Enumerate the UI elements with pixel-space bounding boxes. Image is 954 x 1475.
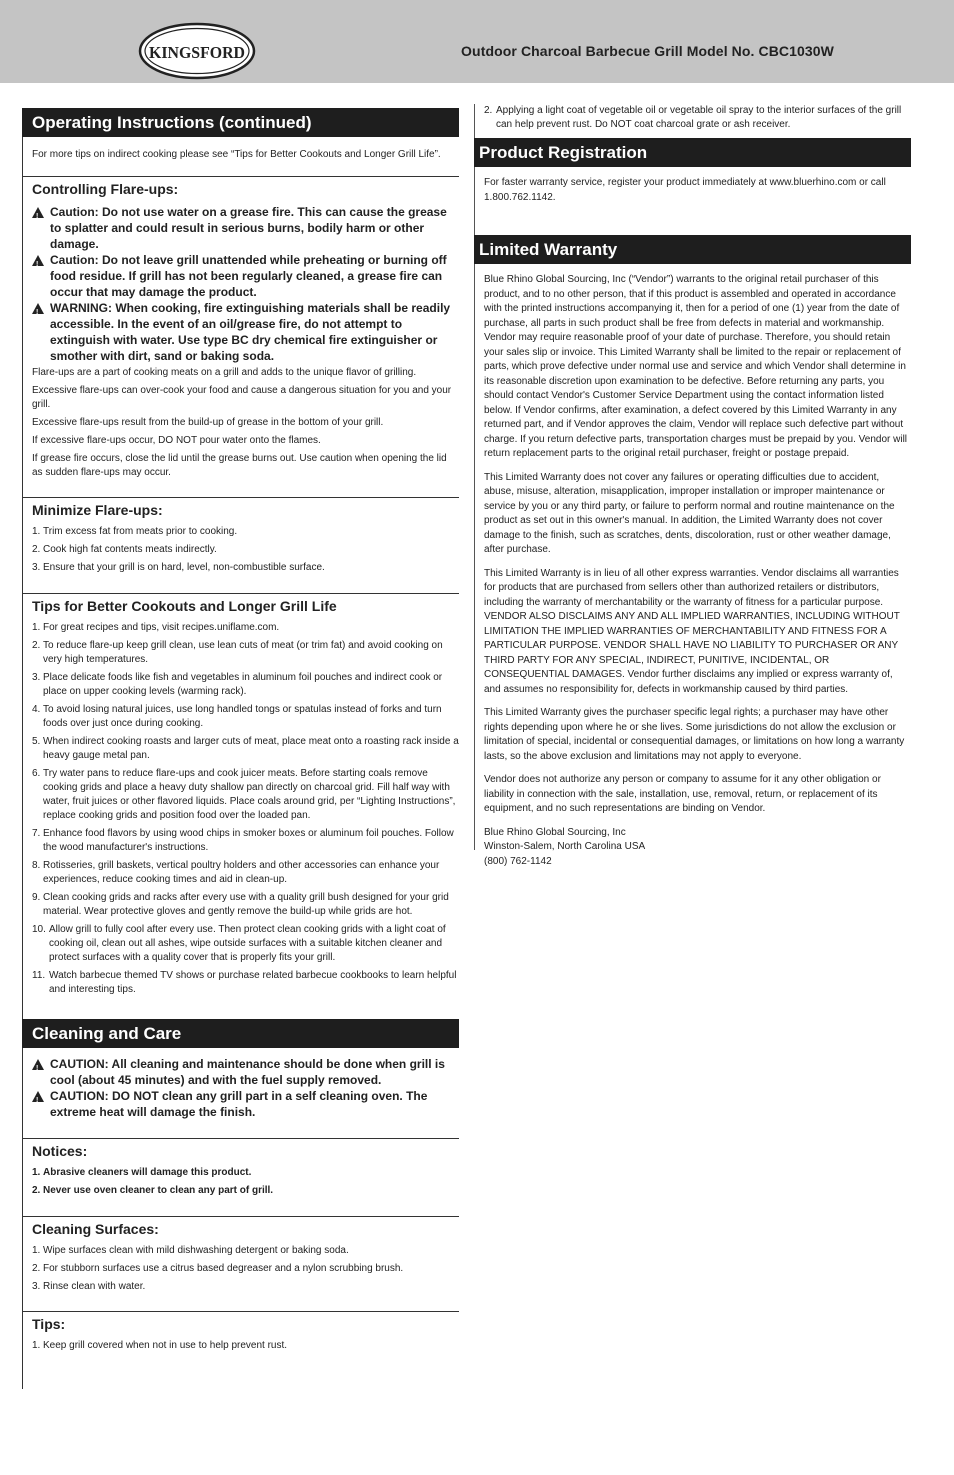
address-line: (800) 762-1142 [484, 855, 552, 867]
warning-icon [32, 1059, 44, 1070]
list-item: 3. Ensure that your grill is on hard, level, non-combustible surface. [32, 562, 325, 573]
section-title: Minimize Flare-ups: [32, 502, 163, 518]
right-column [474, 104, 911, 869]
warning-icon [32, 207, 44, 218]
warning-item: ! WARNING: When cooking, fire extinguishing materials shall be readily accessible. In the event of an oil/grease fire, do not attempt to extinguish with water. Use type BC dry chemical fire extinguisher or smother with dirt, sand or baking soda. [32, 300, 459, 364]
notices-section [22, 1138, 459, 1216]
caution-item: ! CAUTION: All cleaning and maintenance should be done when grill is cool (about 45 minutes) and with the fuel supply removed. [32, 1056, 459, 1088]
svg-text:KINGSFORD: KINGSFORD [149, 43, 245, 62]
section-title: Controlling Flare-ups: [32, 181, 179, 197]
list-item: 11. Watch barbecue themed TV shows or purchase related barbecue cookbooks to learn helpful and interesting tips. [32, 970, 457, 995]
address-line: Winston-Salem, North Carolina USA [484, 841, 646, 852]
list-item: 4. To avoid losing natural juices, use long handled tongs or spatulas instead of forks and turn foods over just once during cooking. [32, 704, 442, 729]
list-item: 1. Trim excess fat from meats prior to cooking. [32, 526, 238, 537]
list-item: 6. Try water pans to reduce flare-ups and cook juicer meats. Before starting coals remove cooking grids and place a heavy duty shallow pan directly on charcoal grid. Fill half way with water, fruit juices or other flavored liquids. Place coals around grid, per “Lighting Instructions”, replace cooking grids and position food over the loaded pan. [32, 768, 456, 821]
cleaning-warnings [22, 1048, 459, 1138]
warranty-paragraph: Vendor does not authorize any person or company to assume for it any other obligation or liability in connection with the sale, installation, use, removal, return, or replacement of its equipment, and no such representations are binding on Vendor. [484, 774, 881, 814]
list-item: 1. For great recipes and tips, visit recipes.uniflame.com. [32, 622, 280, 633]
caution-item: ! Caution: Do not leave grill unattended while preheating or burning off food residue. If grill has not been regularly cleaned, a grease fire can occur that may damage the product. [32, 252, 459, 300]
paragraph: If excessive flare-ups occur, DO NOT pour water onto the flames. [32, 435, 321, 446]
warning-icon [32, 303, 44, 314]
cleaning-tips-section [22, 1311, 459, 1353]
warranty-paragraph: This Limited Warranty gives the purchaser specific legal rights; a purchaser may have other rights depending upon where he or she lives. Some jurisdictions do not allow the exclusion or limitation of special, incidental or consequential damages, or limitations on how long a warranty lasts, so the above exclusion and limitations may not apply to everyone. [484, 707, 905, 762]
registration-text: For faster warranty service, register your product immediately at www.bluerhino.com or call 1.800.762.1142. [484, 177, 886, 203]
operating-instructions-heading: Operating Instructions (continued) [22, 108, 459, 137]
controlling-flareups-section [22, 176, 459, 497]
caution-item: ! CAUTION: DO NOT clean any grill part in a self cleaning oven. The extreme heat will damage the finish. [32, 1088, 459, 1120]
left-column [22, 108, 459, 1357]
list-item: 1. Wipe surfaces clean with mild dishwashing detergent or baking soda. [32, 1245, 349, 1256]
warning-icon [32, 1091, 44, 1102]
list-item: 5. When indirect cooking roasts and larger cuts of meat, place meat onto a roasting rack inside a heavy gauge metal pan. [32, 736, 459, 761]
list-item: 3. Rinse clean with water. [32, 1281, 146, 1292]
warranty-paragraph: Blue Rhino Global Sourcing, Inc (“Vendor”) warrants to the original retail purchaser of this product, and to no other person, that if this product is assembled and operated in accordance with the printed instructions accompanying it, then for a period of one (1) year from the date of purchase, all parts in such product shall be free from defects in material and workmanship. Vendor may require reasonable proof of your date of purchase. Therefore, you should retain your sales slip or invoice. This Limited Warranty shall be limited to the repair or replacement of parts, which prove defective under normal use and service and which Vendor shall determine in its reasonable discretion upon examination to be defective. Before returning any parts, you should contact Vendor's Customer Service Department using the contact information listed below. If Vendor confirms, after examination, a defect covered by this Limited Warranty in any returned part, and if Vendor approves the claim, Vendor will replace such defective part without charge. If you return defective parts, transportation charges must be prepaid by you. Vendor will return replacement parts to the original retail purchaser, freight or postage prepaid. [484, 274, 908, 459]
address-line: Blue Rhino Global Sourcing, Inc [484, 826, 626, 838]
list-item: 10. Allow grill to fully cool after every use. Then protect clean cooking grids with a light coat of cooking oil, clean out all ashes, wipe outside surfaces with a suitable kitchen cleaner and protect surfaces with a quality cover that is properly fits your grill. [32, 924, 446, 963]
product-registration-heading: Product Registration [474, 138, 911, 167]
list-item: 2. For stubborn surfaces use a citrus based degreaser and a nylon scrubbing brush. [32, 1263, 404, 1274]
list-item: 2. Never use oven cleaner to clean any part of grill. [32, 1185, 274, 1196]
cleaning-surfaces-section [22, 1216, 459, 1311]
page-header [0, 0, 954, 83]
warranty-paragraph: This Limited Warranty does not cover any failures or operating difficulties due to accident, abuse, misuse, alteration, misapplication, improper installation or improper maintenance or service by you or any third party, or failure to perform normal and routine maintenance on the product as set out in this owner's manual. In addition, the Limited Warranty does not cover damage to the finish, such as scratches, dents, discoloration, rust or other weather damage, after purchase. [484, 471, 895, 555]
warranty-paragraph: This Limited Warranty is in lieu of all other express warranties. Vendor disclaims all warranties for products that are purchased from sellers other than authorized retailers or distributors, including the warranty of merchantability or the warranty of fitness for a particular purpose. VENDOR ALSO DISCLAIMS ANY AND ALL IMPLIED WARRANTIES, INCLUDING WITHOUT LIMITATION THE IMPLIED WARRANTIES OF MERCHANTABILITY AND FITNESS FOR A PARTICULAR PURPOSE. VENDOR SHALL HAVE NO LIABILITY TO PURCHASER OR ANY THIRD PARTY FOR ANY SPECIAL, INDIRECT, PUNITIVE, INCIDENTAL, OR CONSEQUENTIAL DAMAGES. Vendor further disclaims any implied or express warranty of, and assumes no responsibility for, defects in workmanship caused by third parties. [484, 567, 900, 695]
minimize-flareups-section [22, 497, 459, 593]
vendor-address [474, 826, 911, 870]
header-title: Outdoor Charcoal Barbecue Grill Model No. CBC1030W [461, 43, 834, 59]
list-item: 2. Applying a light coat of vegetable oil or vegetable oil spray to the interior surfaces of the grill can help prevent rust. Do NOT coat charcoal grate or ash receiver. [484, 105, 902, 130]
list-item: 2. Cook high fat contents meats indirectly. [32, 544, 217, 555]
section-title: Cleaning Surfaces: [32, 1221, 159, 1237]
list-item: 9. Clean cooking grids and racks after every use with a quality grill bush designed for your grid material. Wear protective gloves and gently remove the build-up while grids are hot. [32, 892, 449, 917]
section-title: Tips for Better Cookouts and Longer Grill Life [32, 598, 337, 614]
section-title: Tips: [32, 1316, 66, 1332]
paragraph: If grease fire occurs, close the lid until the grease burns out. Use caution when opening the lid as sudden flare-ups may occur. [32, 453, 447, 478]
list-item: 3. Place delicate foods like fish and vegetables in aluminum foil pouches and indirect cook or place on upper cooking levels (warming rack). [32, 672, 443, 697]
grill-tips-section [22, 593, 459, 1019]
warning-icon [32, 255, 44, 266]
list-item: 2. To reduce flare-up keep grill clean, use lean cuts of meat (or trim fat) and avoid cooking on very high temperatures. [32, 640, 443, 665]
kingsford-logo [138, 22, 256, 80]
paragraph: Excessive flare-ups result from the build-up of grease in the bottom of your grill. [32, 417, 384, 428]
cleaning-care-heading: Cleaning and Care [22, 1019, 459, 1048]
list-item: 1. Keep grill covered when not in use to help prevent rust. [32, 1340, 288, 1351]
caution-item: ! Caution: Do not use water on a grease fire. This can cause the grease to splatter and could result in serious burns, bodily harm or other damage. [32, 204, 459, 252]
list-item: 7. Enhance food flavors by using wood chips in smoker boxes or aluminum foil pouches. Follow the wood manufacturer's instructions. [32, 828, 454, 853]
list-item: 1. Abrasive cleaners will damage this product. [32, 1167, 252, 1178]
limited-warranty-heading: Limited Warranty [474, 235, 911, 264]
section-title: Notices: [32, 1143, 88, 1159]
paragraph: Flare-ups are a part of cooking meats on a grill and adds to the unique flavor of grilling. [32, 367, 417, 378]
paragraph: Excessive flare-ups can over-cook your food and cause a dangerous situation for you and your grill. [32, 385, 452, 410]
operating-intro: For more tips on indirect cooking please see “Tips for Better Cookouts and Longer Grill Life”. [32, 149, 441, 160]
list-item: 8. Rotisseries, grill baskets, vertical poultry holders and other accessories can enhance your experiences, reduce cooking times and aid in clean-up. [32, 860, 440, 885]
